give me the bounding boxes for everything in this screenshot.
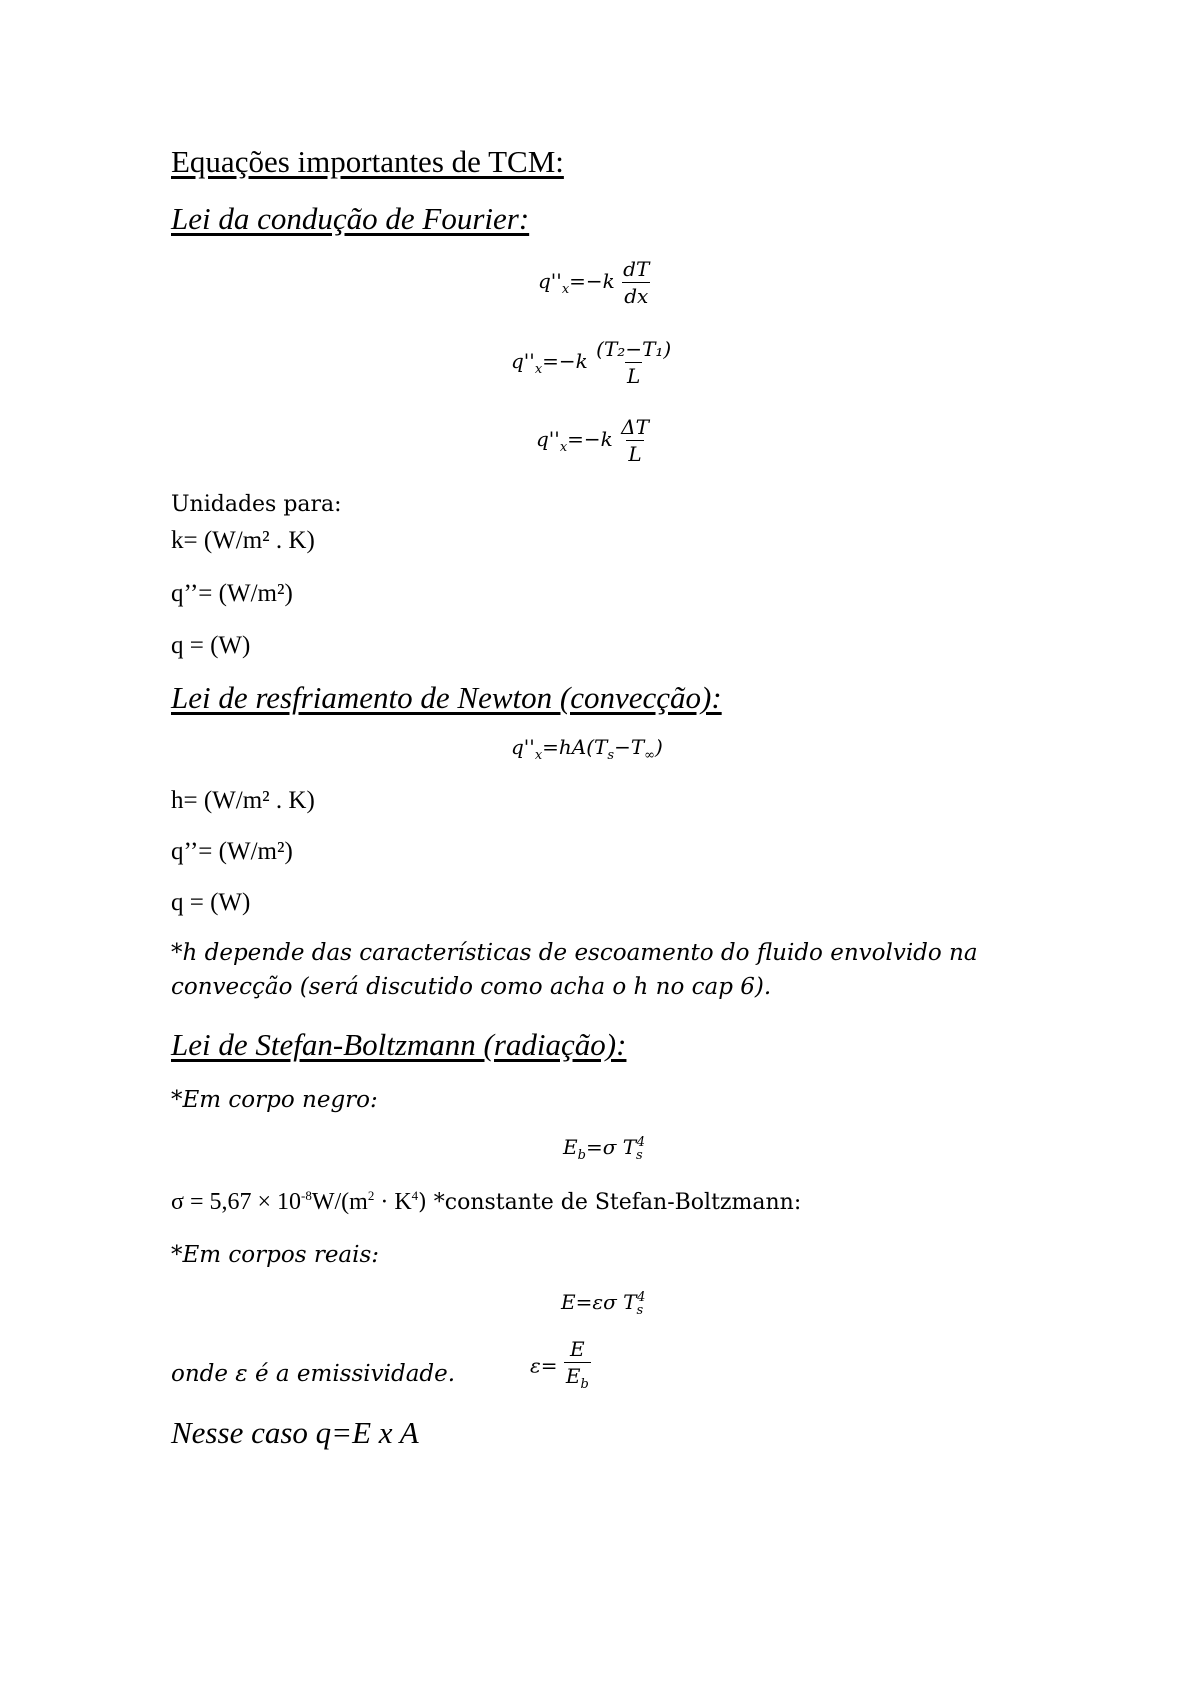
final-statement: Nesse caso q=E x A [171, 1415, 419, 1450]
newton-unit-q: q = (W) [171, 889, 251, 916]
black-body-label: *Em corpo negro: [171, 1087, 378, 1113]
stefan-heading: Lei de Stefan-Boltzmann (radiação): [171, 1027, 627, 1062]
unit-k: k= (W/m² . K) [171, 527, 315, 554]
page-title: Equações importantes de TCM: [171, 144, 564, 179]
fourier-equation-1: $q''_x=-k$ $\frac{dT}{dx}$ [538, 257, 650, 308]
fourier-equation-2: $q''_x=-k$ $\frac{\text{(T₂−T₁)}}{L}$ [511, 337, 672, 388]
unit-h: h= (W/m² . K) [171, 787, 315, 814]
newton-heading: Lei de resfriamento de Newton (convecção): [171, 680, 722, 715]
newton-unit-q-flux: q’’= (W/m²) [171, 838, 293, 865]
unit-q: q = (W) [171, 632, 251, 659]
real-bodies-label: *Em corpos reais: [171, 1242, 380, 1268]
convection-note: *h depende das características de escoamento do fluido envolvido na convecção (será discutido como acha o h no cap 6). [171, 940, 978, 1000]
unit-q-flux: q’’= (W/m²) [171, 580, 293, 607]
units-title: Unidades para: [171, 492, 342, 517]
stefan-constant: $\sigma = 5,67 \times 10^{-8}W/(m^2 \cdot K^4)$ *constante de Stefan-Boltzmann: [171, 1188, 802, 1215]
emissivity-equation: ε= $\frac{E}{E_b}$ [530, 1336, 591, 1398]
real-body-equation: E=εσ $T_s^4$ [561, 1290, 646, 1318]
newton-equation: $q''_x=hA(T_s-T_\infty)$ [511, 735, 663, 763]
fourier-heading: Lei da condução de Fourier: [171, 201, 530, 236]
black-body-equation: $E_b=\sigma$ $T_s^4$ [563, 1135, 645, 1163]
fourier-equation-3: $q''_x=-k$ $\frac{\Delta T}{L}$ [536, 415, 649, 466]
emissivity-text: onde ε é a emissividade. [171, 1361, 456, 1387]
